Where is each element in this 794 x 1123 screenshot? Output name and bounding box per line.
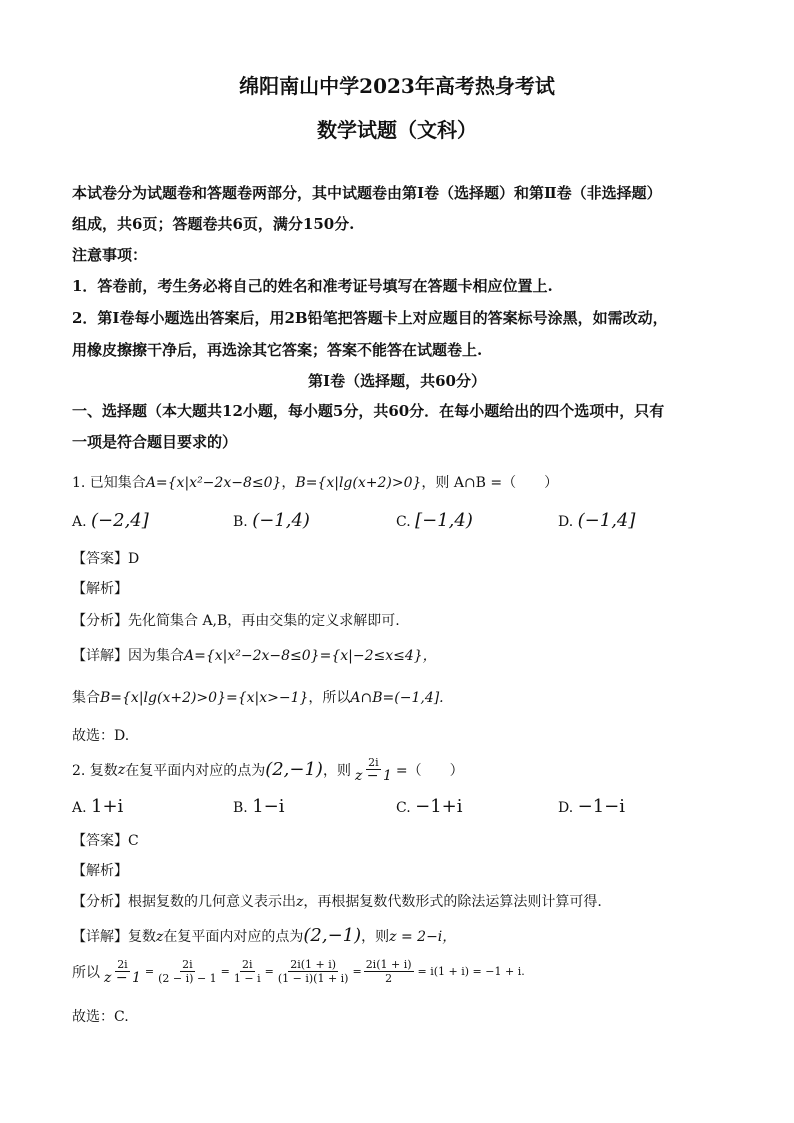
detail-math: A={x|x²−2x−8≤0}={x|−2≤x≤4}， — [184, 648, 437, 664]
q1-option-a[interactable] — [72, 510, 149, 531]
fenxi-text: 根据复数的几何意义表示出 — [128, 894, 296, 910]
fenxi-tag: 【分析】 — [72, 894, 128, 910]
q2-analysis-tag: 【解析】 — [72, 863, 128, 879]
option-label: A. — [72, 800, 87, 816]
fraction-numerator: 2i — [117, 958, 128, 971]
detail-tag: 【详解】 — [72, 648, 128, 664]
option-value: −1+i — [415, 796, 463, 817]
q1-detail-2 — [72, 687, 444, 707]
page-subtitle: 数学试题（文科） — [317, 118, 477, 142]
q1-option-b[interactable] — [233, 510, 310, 531]
intro-line-2: 组成，共6页；答题卷共6页，满分150分. — [72, 215, 355, 233]
q2-z: z — [117, 761, 126, 778]
option-label: D. — [558, 800, 574, 816]
fraction-numerator: 2i — [241, 958, 253, 971]
fraction-denominator: 2 — [385, 972, 393, 985]
intro-line-1: 本试卷分为试题卷和答题卷两部分，其中试题卷由第Ⅰ卷（选择题）和第Ⅱ卷（非选择题） — [72, 184, 662, 202]
q2-point: (2,−1) — [265, 759, 323, 780]
notice-item-2b: 用橡皮擦擦干净后，再选涂其它答案；答案不能答在试题卷上. — [72, 341, 483, 359]
notice-heading: 注意事项： — [72, 246, 148, 264]
q2-option-d[interactable] — [558, 796, 625, 817]
answer-value: C — [128, 833, 139, 849]
fenxi-z: z — [296, 894, 304, 910]
q1-conclusion: 故选：D. — [72, 728, 130, 744]
q2-fraction — [353, 756, 394, 783]
option-value: 1−i — [252, 796, 285, 817]
q2-stem-suffix: =（ ） — [395, 762, 464, 779]
q1-option-d[interactable] — [558, 510, 635, 531]
fraction-denominator: (2 − i) − 1 — [158, 972, 217, 985]
calc-so: 所以 — [72, 964, 100, 981]
detail-text: 复数 — [128, 929, 156, 945]
calc-equals: = — [352, 965, 362, 978]
calc-equals: = — [220, 965, 230, 978]
fraction-numerator: 2i — [182, 958, 193, 971]
option-label: C. — [396, 800, 411, 816]
fraction-numerator: 2i(1 + i) — [365, 958, 412, 971]
option-value: (−2,4] — [91, 510, 149, 531]
fraction-numerator: 2i — [368, 756, 379, 769]
fenxi-text: 先化简集合 A,B，再由交集的定义求解即可. — [128, 613, 400, 629]
q2-stem-mid: 在复平面内对应的点为 — [125, 762, 266, 779]
q1-stem-suffix: ，则 A∩B =（ ） — [421, 475, 559, 491]
option-label: C. — [396, 514, 411, 530]
option-value: 1+i — [91, 796, 124, 817]
answer-value: D — [128, 551, 140, 567]
option-label: A. — [72, 514, 87, 530]
option-value: (−1,4] — [577, 510, 636, 531]
q2-answer — [72, 830, 139, 850]
q2-stem — [72, 756, 464, 783]
calc-fraction-2 — [156, 958, 219, 985]
q1-stem — [72, 472, 558, 492]
detail-z: z — [156, 929, 164, 945]
fraction-denominator: 1 − i — [233, 972, 261, 985]
q1-set-a: A={x|x²−2x−8≤0} — [145, 475, 282, 491]
detail-text: 集合 — [72, 690, 100, 706]
notice-item-2a: 2．第Ⅰ卷每小题选出答案后，用2B铅笔把答题卡上对应题目的答案标号涂黑，如需改动， — [72, 309, 668, 327]
calc-fraction-5 — [364, 958, 414, 985]
q1-stem-prefix: 1. 已知集合 — [72, 475, 146, 491]
q2-calculation — [72, 958, 525, 985]
calc-equals: = — [264, 965, 274, 978]
calc-fraction-1 — [102, 958, 143, 985]
q2-option-b[interactable] — [233, 796, 285, 817]
detail-point: (2,−1) — [303, 925, 362, 946]
q2-fenxi — [72, 891, 602, 911]
option-value: −1−i — [577, 796, 626, 817]
q2-option-c[interactable] — [396, 796, 463, 817]
answer-tag: 【答案】 — [72, 833, 128, 849]
option-label: B. — [233, 514, 248, 530]
fraction-denominator: z − 1 — [354, 768, 392, 784]
calc-tail: = i(1 + i) = −1 + i. — [417, 965, 525, 978]
option-value: (−1,4) — [252, 510, 310, 531]
q1-answer — [72, 548, 139, 568]
q2-stem-mid2: ，则 — [322, 762, 351, 779]
detail-text: 在复平面内对应的点为 — [163, 929, 304, 945]
page-title: 绵阳南山中学2023年高考热身考试 — [239, 74, 555, 98]
q2-option-a[interactable] — [72, 796, 123, 817]
q2-conclusion: 故选：C. — [72, 1009, 129, 1025]
q1-set-b: B={x|lg(x+2)>0} — [295, 475, 422, 491]
q1-analysis-tag: 【解析】 — [72, 581, 128, 597]
q1-option-c[interactable] — [396, 510, 473, 531]
detail-text: ，则 — [361, 929, 390, 945]
fenxi-tag: 【分析】 — [72, 613, 128, 629]
section-title: 第Ⅰ卷（选择题，共60分） — [308, 372, 486, 390]
section-heading-2: 一项是符合题目要求的） — [72, 433, 238, 451]
detail-text: ，所以 — [308, 690, 351, 706]
calc-fraction-3 — [232, 958, 263, 985]
calc-equals: = — [144, 965, 155, 978]
detail-math: B={x|lg(x+2)>0}={x|x>−1} — [100, 690, 309, 706]
fenxi-text: ，再根据复数代数形式的除法运算法则计算可得. — [303, 894, 602, 910]
section-heading-1: 一、选择题（本大题共12小题，每小题5分，共60分．在每小题给出的四个选项中，只有 — [72, 402, 665, 420]
notice-item-1: 1．答卷前，考生务必将自己的姓名和准考证号填写在答题卡相应位置上. — [72, 277, 553, 295]
q2-detail — [72, 925, 456, 946]
q1-fenxi — [72, 610, 400, 630]
q1-sep: ， — [281, 475, 296, 491]
detail-tag: 【详解】 — [72, 929, 128, 945]
calc-fraction-4 — [276, 958, 351, 985]
answer-tag: 【答案】 — [72, 551, 128, 567]
detail-text: 因为集合 — [128, 648, 184, 664]
q2-stem-prefix: 2. 复数 — [72, 762, 118, 779]
fraction-denominator: (1 − i)(1 + i) — [277, 972, 349, 985]
fraction-numerator: 2i(1 + i) — [290, 958, 337, 971]
detail-result: z = 2−i， — [389, 929, 457, 945]
option-label: B. — [233, 800, 248, 816]
option-value: [−1,4) — [415, 510, 473, 531]
fraction-denominator: z − 1 — [104, 970, 141, 986]
q1-detail-1 — [72, 645, 437, 665]
option-label: D. — [558, 514, 574, 530]
detail-math: A∩B=(−1,4]. — [350, 690, 444, 706]
